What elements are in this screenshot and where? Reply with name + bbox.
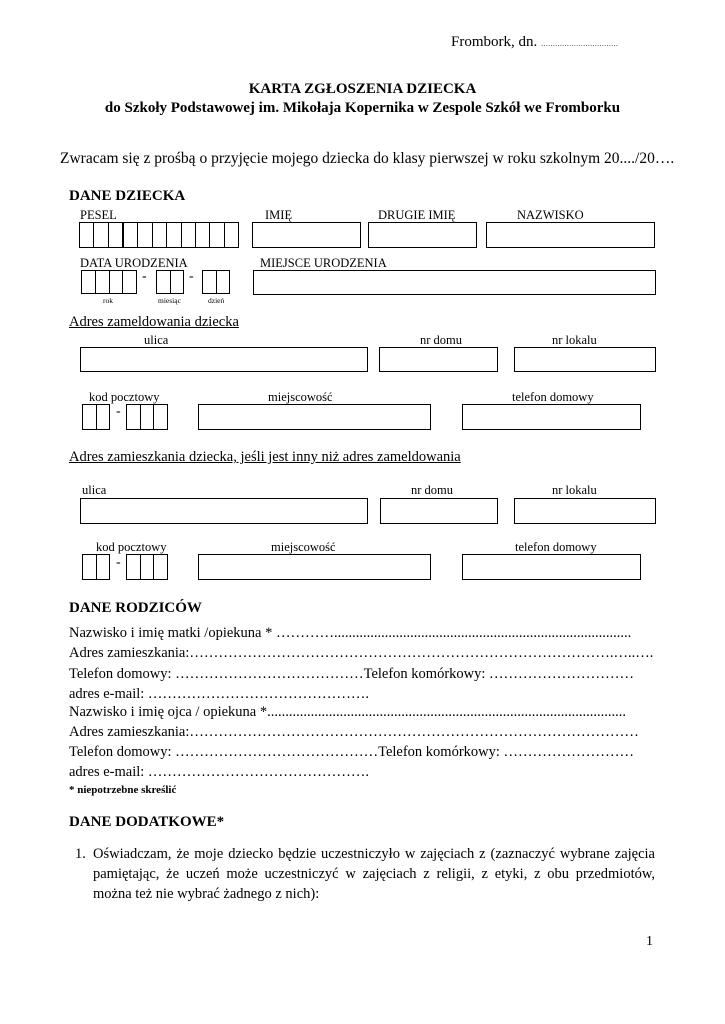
second-name-field[interactable] [368, 222, 477, 248]
birth-place-field[interactable] [253, 270, 656, 295]
residence-postal-label: kod pocztowy [96, 540, 167, 554]
registered-address-heading: Adres zameldowania dziecka [69, 314, 239, 330]
registered-flat-field[interactable] [514, 347, 656, 372]
mother-phones-line[interactable]: Telefon domowy: …………………………………Telefon komórkowy: ………………………… [69, 666, 635, 682]
registered-house-label: nr domu [420, 333, 463, 347]
birth-month-field[interactable] [156, 270, 184, 294]
residence-flat-label: nr lokalu [552, 483, 597, 497]
registered-town-label: miejscowość [268, 390, 333, 404]
place-date [451, 34, 618, 51]
residence-postal-suffix-field[interactable] [126, 554, 168, 580]
residence-postal-separator: - [116, 555, 121, 570]
registered-house-field[interactable] [379, 347, 498, 372]
registered-postal-label: kod pocztowy [89, 390, 160, 404]
form-subtitle: do Szkoły Podstawowej im. Mikołaja Kopernika w Zespole Szkół we Fromborku [104, 100, 621, 116]
date-field[interactable]: …………………………… [541, 40, 618, 48]
page-number: 1 [646, 934, 653, 949]
mother-address-line[interactable]: Adres zamieszkania:…………………………………………………………………………….…..…. [69, 645, 654, 661]
parents-section-heading: DANE RODZICÓW [69, 600, 202, 616]
registered-postal-prefix-field[interactable] [82, 404, 110, 430]
registered-postal-separator: - [116, 404, 121, 419]
registered-phone-field[interactable] [462, 404, 641, 430]
place-date-label: Frombork, dn. [451, 34, 538, 50]
request-sentence: Zwracam się z prośbą o przyjęcie mojego dziecka do klasy pierwszej w roku szkolnym 20..../20…. [60, 150, 675, 167]
birth-date-label: DATA URODZENIA [80, 256, 188, 270]
pesel-label: PESEL [80, 208, 117, 222]
residence-flat-field[interactable] [514, 498, 656, 524]
residence-town-label: miejscowość [271, 540, 336, 554]
footnote: * niepotrzebne skreślić [69, 784, 177, 796]
residence-street-label: ulica [82, 483, 107, 497]
surname-label: NAZWISKO [517, 208, 584, 222]
second-name-label: DRUGIE IMIĘ [378, 208, 456, 222]
registered-town-field[interactable] [198, 404, 431, 430]
birth-date-separator-2: - [189, 269, 194, 284]
mother-email-line[interactable]: adres e-mail: ………………………………………. [69, 686, 370, 702]
surname-field[interactable] [486, 222, 655, 248]
first-name-field[interactable] [252, 222, 361, 248]
item1-line2: pamiętając, że uczeń może uczestniczyć w zajęciach z religii, z etyki, z obu przedmiotów, [93, 866, 655, 882]
year-caption: rok [103, 296, 113, 305]
birth-date-separator-1: - [142, 269, 147, 284]
first-name-label: IMIĘ [265, 208, 293, 222]
birth-day-field[interactable] [202, 270, 230, 294]
registered-flat-label: nr lokalu [552, 333, 597, 347]
pesel-field[interactable] [79, 222, 239, 248]
registered-phone-label: telefon domowy [512, 390, 594, 404]
registered-street-field[interactable] [80, 347, 368, 372]
child-section-heading: DANE DZIECKA [69, 188, 186, 204]
item1-number: 1. [75, 846, 86, 862]
day-caption: dzień [208, 296, 225, 305]
registered-street-label: ulica [144, 333, 169, 347]
registered-postal-suffix-field[interactable] [126, 404, 168, 430]
father-phones-line[interactable]: Telefon domowy: ……………………………………Telefon komórkowy: ……………………… [69, 744, 635, 760]
residence-address-heading: Adres zamieszkania dziecka, jeśli jest inny niż adres zameldowania [69, 449, 461, 465]
mother-name-line[interactable]: Nazwisko i imię matki /opiekuna * ………….................................................................................. [69, 625, 632, 641]
item1-line3: można też nie wybrać żadnego z nich): [93, 886, 320, 902]
residence-street-field[interactable] [80, 498, 368, 524]
month-caption: miesiąc [158, 296, 181, 305]
residence-phone-label: telefon domowy [515, 540, 597, 554]
residence-postal-prefix-field[interactable] [82, 554, 110, 580]
father-address-line[interactable]: Adres zamieszkania:………………………………………………………………………………… [69, 724, 639, 740]
father-email-line[interactable]: adres e-mail: ………………………………………. [69, 764, 370, 780]
residence-house-field[interactable] [380, 498, 498, 524]
father-name-line[interactable]: Nazwisko i imię ojca / opiekuna *................................................................................................... [69, 704, 626, 720]
birth-place-label: MIEJSCE URODZENIA [260, 256, 387, 270]
additional-section-heading: DANE DODATKOWE* [69, 814, 225, 830]
residence-town-field[interactable] [198, 554, 431, 580]
item1-line1: Oświadczam, że moje dziecko będzie uczestniczyło w zajęciach z (zaznaczyć wybrane zajęcia [93, 846, 655, 862]
residence-phone-field[interactable] [462, 554, 641, 580]
birth-year-field[interactable] [81, 270, 137, 294]
form-title: KARTA ZGŁOSZENIA DZIECKA [248, 81, 477, 97]
residence-house-label: nr domu [411, 483, 454, 497]
